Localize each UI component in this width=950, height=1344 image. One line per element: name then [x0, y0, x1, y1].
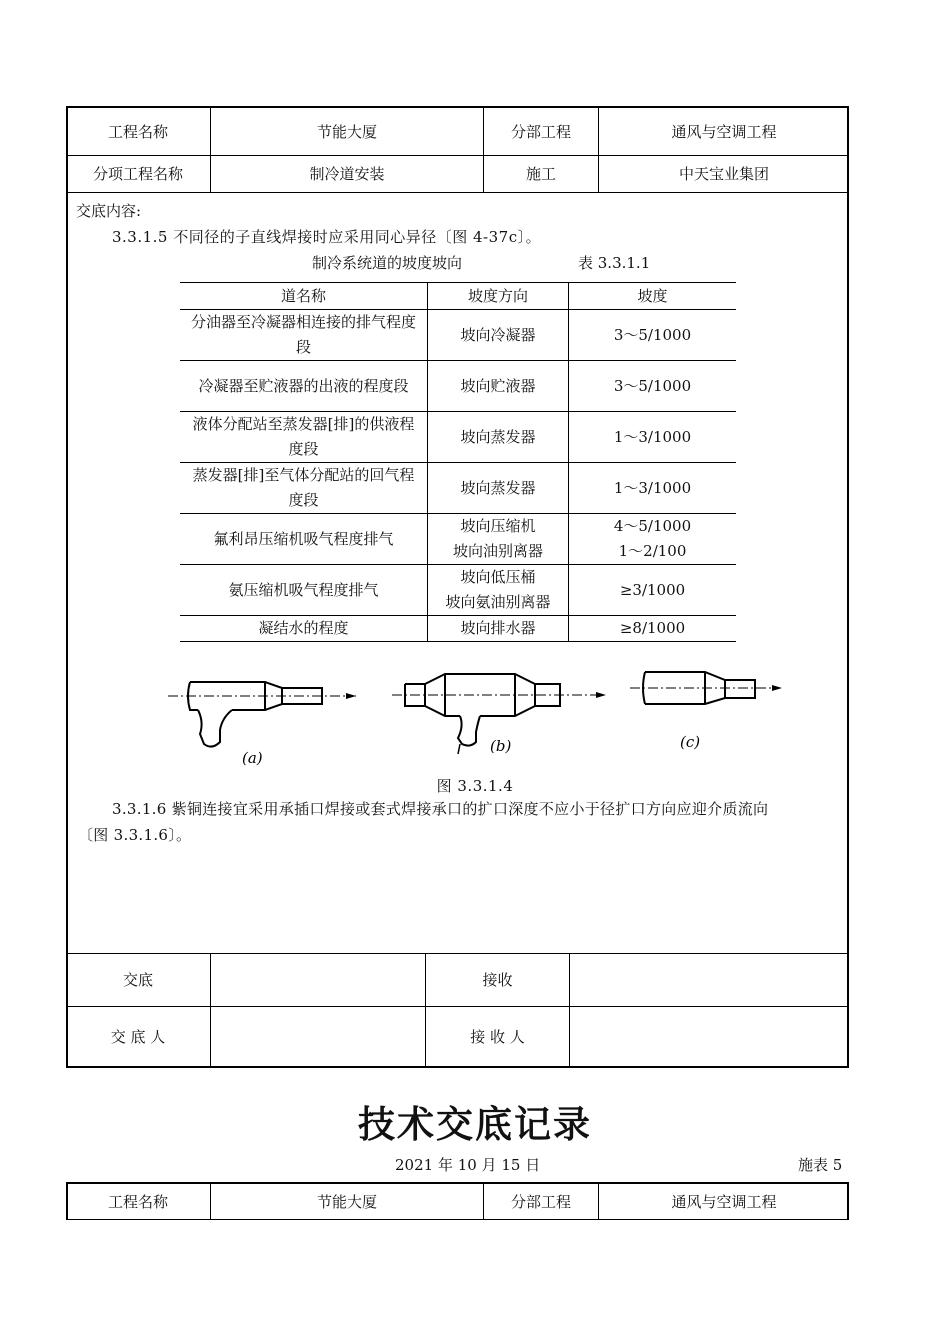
pipe-name-cell: 凝结水的程度 — [180, 616, 428, 642]
direction-line: 坡向油别离器 — [452, 542, 543, 560]
next-division-label: 分部工程 — [510, 1192, 571, 1211]
direction-cell — [428, 565, 569, 616]
direction-line: 坡向低压桶 — [460, 568, 536, 586]
col-header-direction: 坡度方向 — [428, 283, 569, 310]
pipe-name-cell: 蒸发器[排]至气体分配站的回气程度段 — [180, 463, 428, 514]
constructor-label: 施工 — [525, 165, 556, 183]
next-division-value: 通风与空调工程 — [671, 1192, 777, 1211]
pipe-name-cell: 冷凝器至贮液器的出液的程度段 — [180, 361, 428, 412]
slope-cell: ≥8/1000 — [569, 616, 737, 642]
direction-cell: 坡向蒸发器 — [428, 463, 569, 514]
direction-cell: 坡向排水器 — [428, 616, 569, 642]
division-value: 通风与空调工程 — [671, 122, 777, 141]
paragraph-3-3-1-6-line2: 〔图 3.3.1.6〕。 — [78, 826, 192, 844]
table-row — [180, 412, 736, 463]
figure-label-b: (b) — [490, 737, 512, 755]
table-row — [180, 616, 736, 642]
receive-person-label: 接 收 人 — [470, 1028, 525, 1046]
header-bottom-divider — [66, 192, 849, 193]
receive-label: 接收 — [482, 971, 513, 989]
next-project-name-label: 工程名称 — [107, 1192, 168, 1211]
pipe-name-cell: 分油器至冷凝器相连接的排气程度段 — [180, 310, 428, 361]
figure-label-c: (c) — [680, 733, 701, 751]
slope-line: 1～2/100 — [618, 542, 687, 560]
page-title: 技术交底记录 — [358, 1103, 592, 1146]
figure-label-a: (a) — [242, 749, 263, 767]
handover-person-field[interactable] — [211, 1007, 425, 1067]
table-number: 表 3.3.1.1 — [578, 254, 651, 272]
figure-b-tee-double-reducer — [405, 674, 560, 754]
slope-cell: 1～3/1000 — [569, 412, 737, 463]
item-name-label: 分项工程名称 — [92, 165, 183, 183]
slope-table-header-row — [180, 283, 736, 310]
direction-line: 坡向压缩机 — [460, 517, 536, 535]
pipe-name-cell: 液体分配站至蒸发器[排]的供液程度段 — [180, 412, 428, 463]
direction-line: 坡向氨油别离器 — [445, 593, 551, 611]
figure-caption: 图 3.3.1.4 — [436, 777, 514, 795]
direction-cell: 坡向蒸发器 — [428, 412, 569, 463]
handover-person-label: 交 底 人 — [110, 1028, 166, 1046]
slope-cell — [569, 514, 737, 565]
paragraph-3-3-1-6-line1: 3.3.1.6 紫铜连接宜采用承插口焊接或套式焊接承口的扩口深度不应小于径扩口方向应迎介质流向 — [112, 800, 769, 818]
paragraph-3-3-1-5: 3.3.1.5 不同径的子直线焊接时应采用同心异径〔图 4-37c〕。 — [112, 228, 542, 246]
receive-person-field[interactable] — [570, 1007, 849, 1067]
slope-cell: 3～5/1000 — [569, 361, 737, 412]
table-row — [180, 565, 736, 616]
direction-cell: 坡向冷凝器 — [428, 310, 569, 361]
table-caption: 制冷系统道的坡度坡向 — [312, 254, 463, 272]
direction-cell — [428, 514, 569, 565]
table-row — [180, 361, 736, 412]
slope-cell: 1～3/1000 — [569, 463, 737, 514]
figure-a-tee-reducer — [188, 682, 322, 747]
col-header-slope: 坡度 — [569, 283, 737, 310]
project-name-label: 工程名称 — [107, 122, 168, 141]
pipe-joint-figure — [160, 660, 800, 775]
slope-cell: ≥3/1000 — [569, 565, 737, 616]
col-header-pipe-name: 道名称 — [180, 283, 428, 310]
pipe-name-cell: 氟利昂压缩机吸气程度排气 — [180, 514, 428, 565]
slope-table — [180, 282, 736, 642]
form-number: 施表 5 — [798, 1156, 843, 1174]
division-label: 分部工程 — [510, 122, 571, 141]
project-name-value: 节能大厦 — [316, 122, 377, 141]
content-label: 交底内容: — [76, 202, 142, 220]
table-row — [180, 310, 736, 361]
table-row — [180, 463, 736, 514]
slope-line: 4～5/1000 — [613, 517, 692, 535]
table-row — [180, 514, 736, 565]
record-date: 2021 年 10 月 15 日 — [395, 1156, 541, 1174]
item-name-value: 制冷道安装 — [309, 165, 385, 183]
constructor-value: 中天宝业集团 — [678, 165, 769, 183]
pipe-name-cell: 氨压缩机吸气程度排气 — [180, 565, 428, 616]
slope-cell: 3～5/1000 — [569, 310, 737, 361]
handover-label: 交底 — [122, 971, 153, 989]
handover-field[interactable] — [211, 954, 425, 1006]
direction-cell: 坡向贮液器 — [428, 361, 569, 412]
receive-field[interactable] — [570, 954, 849, 1006]
next-project-name-value: 节能大厦 — [316, 1192, 377, 1211]
